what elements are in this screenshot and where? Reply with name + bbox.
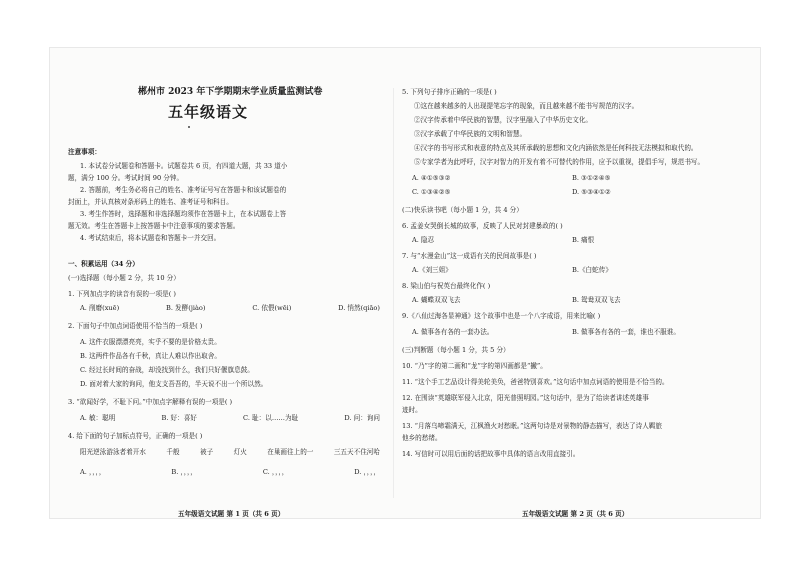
question-12: 12. 在围读“英雄联军侵入北京，阳光普照明园。”这句话中，是为了给读者讲述英雄事: [402, 394, 649, 402]
question-6: 6. 孟姜女哭倒长城的故事，反映了人民对封建暴政的( ): [402, 222, 563, 230]
question-10: 10. “乃”字的第二画和“龙”字的第四画都是“撇”。: [402, 362, 547, 370]
option-c: C. 依偎(wēi): [252, 304, 292, 312]
option-b: B. 痛恨: [572, 236, 595, 244]
option-b: B. 鸳鸯双双飞去: [572, 296, 621, 304]
question-14: 14. 写信时可以用后面的话把故事中具体的语言改用直接引。: [402, 450, 580, 458]
option-c: C. ，，，，: [262, 468, 289, 476]
q5-item: ②汉字传承着中华民族的智慧，汉字里融入了中华历史文化。: [414, 116, 593, 124]
q4-sentence: [80, 448, 380, 456]
section-heading: 一、积累运用（34 分）: [68, 260, 139, 268]
question-8: 8. 梁山伯与祝英台最终化作( ): [402, 282, 491, 290]
q8-options: [412, 296, 732, 304]
q5-item: ③汉字承载了中华民族的文明和智慧。: [414, 130, 527, 138]
q3-options: [80, 414, 380, 422]
q2-option-a: A. 这件衣服漂漂亮亮，实乎不要的是价格太贵。: [80, 338, 221, 346]
option-b: B. 好：喜好: [161, 414, 197, 422]
exam-subtitle: 五年级语文: [168, 103, 249, 121]
right-page: [402, 48, 752, 518]
question-4: 4. 给下面的句子加标点符号，正确的一项是( ): [68, 432, 203, 440]
option-b: B. ③①②④⑤: [572, 174, 611, 182]
option-a: A. 做事各有各的一套办法。: [412, 328, 494, 336]
question-13: 13. “月落乌啼霜满天，江枫渔火对愁眠。”这两句诗是对景物的静态描写，表达了诗人羁旅: [402, 422, 662, 430]
subsection-heading: (二)快乐读书吧（每小题 1 分，共 4 分）: [402, 206, 523, 214]
option-d: D. ⑤③④①②: [572, 188, 611, 196]
subsection-heading: (三)判断题（每小题 1 分，共 5 分）: [402, 346, 510, 354]
question-1: 1. 下列加点字的读音有误的一项是( ): [68, 290, 176, 298]
option-b: B. 发酵(jiào): [166, 304, 206, 312]
q4-word: 灯火: [233, 448, 247, 456]
q4-word: 阳光逆泳游泳者着开水: [80, 448, 146, 456]
option-a: A. 削磨(xuē): [80, 304, 120, 312]
notice-line: 2. 答题前，考生务必将自己的姓名、准考证号写在答题卡和该试题卷的: [80, 186, 287, 194]
option-d: D. 问：询问: [344, 414, 380, 422]
notice-line: 3. 考生作答时，选择题和非选择题均须作在答题卡上，在本试题卷上答: [80, 210, 287, 218]
question-2: 2. 下面句子中加点词语使用不恰当的一项是( ): [68, 322, 203, 330]
option-d: D. ，，，，: [354, 468, 380, 476]
q4-word: 在巢画往上的一: [267, 448, 314, 456]
page-footer: 五年级语文试题 第 1 页（共 6 页）: [178, 510, 285, 518]
notice-line: 题，满分 100 分。考试时间 90 分钟。: [68, 174, 184, 182]
option-a: A. 蝴蝶双双飞去: [412, 296, 461, 304]
option-b: B.《白蛇传》: [572, 266, 612, 274]
question-5: 5. 下列句子排序正确的一项是( ): [402, 88, 497, 96]
q7-options: [412, 266, 732, 274]
option-a: A. ④①⑤③②: [412, 174, 451, 182]
q4-word: 被子: [200, 448, 214, 456]
question-11: 11. “这个手工艺品设计得美轮美奂，爸爸特别喜欢。”这句话中加点词语的使用是不恰当的。: [402, 378, 669, 386]
q6-options: [412, 236, 732, 244]
notice-line: 4. 考试结束后，将本试题卷和答题卡一并交回。: [80, 234, 221, 242]
q5-options-row-2: [412, 188, 732, 196]
notice-heading: 注意事项：: [68, 148, 101, 156]
page-footer: 五年级语文试题 第 2 页（共 6 页）: [522, 510, 629, 518]
subsection-heading: (一)选择题（每小题 2 分，共 10 分）: [68, 274, 180, 282]
option-b: B. ，，，，: [171, 468, 197, 476]
q5-item: ①这在越来越多的人出现提笔忘字的现象，而且越来越不能书写规范的汉字。: [414, 102, 639, 110]
notice-line: 封面上，并认真核对条形码上的姓名、准考证号和科目。: [68, 198, 233, 206]
question-9: 9.《八仙过海各显神通》这个故事中也是一个八字成语，用来比喻( ): [402, 312, 601, 320]
option-a: A. 敏：聪明: [80, 414, 116, 422]
q2-option-c: C. 经过长时间的奋战，却没找到什么，我们只好偃旗息鼓。: [80, 366, 254, 374]
exam-title: 郴州市 2023 年下学期期末学业质量监测试卷: [138, 87, 323, 97]
q4-word: 三五天不住河哈: [333, 448, 380, 456]
question-13-cont: 他乡的愁绪。: [402, 434, 442, 442]
option-a: A. 隐忍: [412, 236, 435, 244]
q5-item: ⑤专家学者为此呼吁，汉字对智力的开发有着不可替代的作用，应予以重视，提倡手写，规范书写。: [414, 158, 705, 166]
q4-options: [80, 468, 380, 476]
q1-options: [80, 304, 380, 312]
q4-word: 千般: [166, 448, 180, 456]
q5-item: ④汉字的书写形式和表意的特点及其所承载的思想和文化内涵依然是任何科技无法模拟和取代的。: [414, 144, 698, 152]
q5-options-row-1: [412, 174, 732, 182]
exam-sheet: [50, 48, 760, 518]
option-c: C. 耻：以……为耻: [243, 414, 299, 422]
option-a: A. ，，，，: [80, 468, 106, 476]
q2-option-b: B. 这两件作品各有千秋，真让人难以作出取舍。: [80, 352, 221, 360]
option-b: B. 做事各有各的一套，谁也不服谁。: [572, 328, 680, 336]
option-a: A.《刘三姐》: [412, 266, 452, 274]
question-12-cont: 迹时。: [402, 406, 422, 414]
page-divider: [393, 88, 394, 498]
speck: [188, 126, 190, 128]
q9-options: [412, 328, 732, 336]
notice-line: 1. 本试卷分试题卷和答题卡。试题卷共 6 页，有四道大题，共 33 道小: [80, 162, 288, 170]
question-7: 7. 与“水漫金山”这一成语有关的民间故事是( ): [402, 252, 537, 260]
left-page: [68, 48, 390, 518]
option-c: C. ①③④②⑤: [412, 188, 451, 196]
notice-line: 题无效。考生在答题卡上按答题卡中注意事项的要求答题。: [68, 222, 240, 230]
q2-option-d: D. 面对着大家的询问，他支支吾吾的，半天说不出一个所以然。: [80, 380, 268, 388]
question-3: 3. “欲闻好学，不耻下问。”中加点字解释有误的一项是( ): [68, 398, 233, 406]
option-d: D. 悄然(qiāo): [338, 304, 380, 312]
